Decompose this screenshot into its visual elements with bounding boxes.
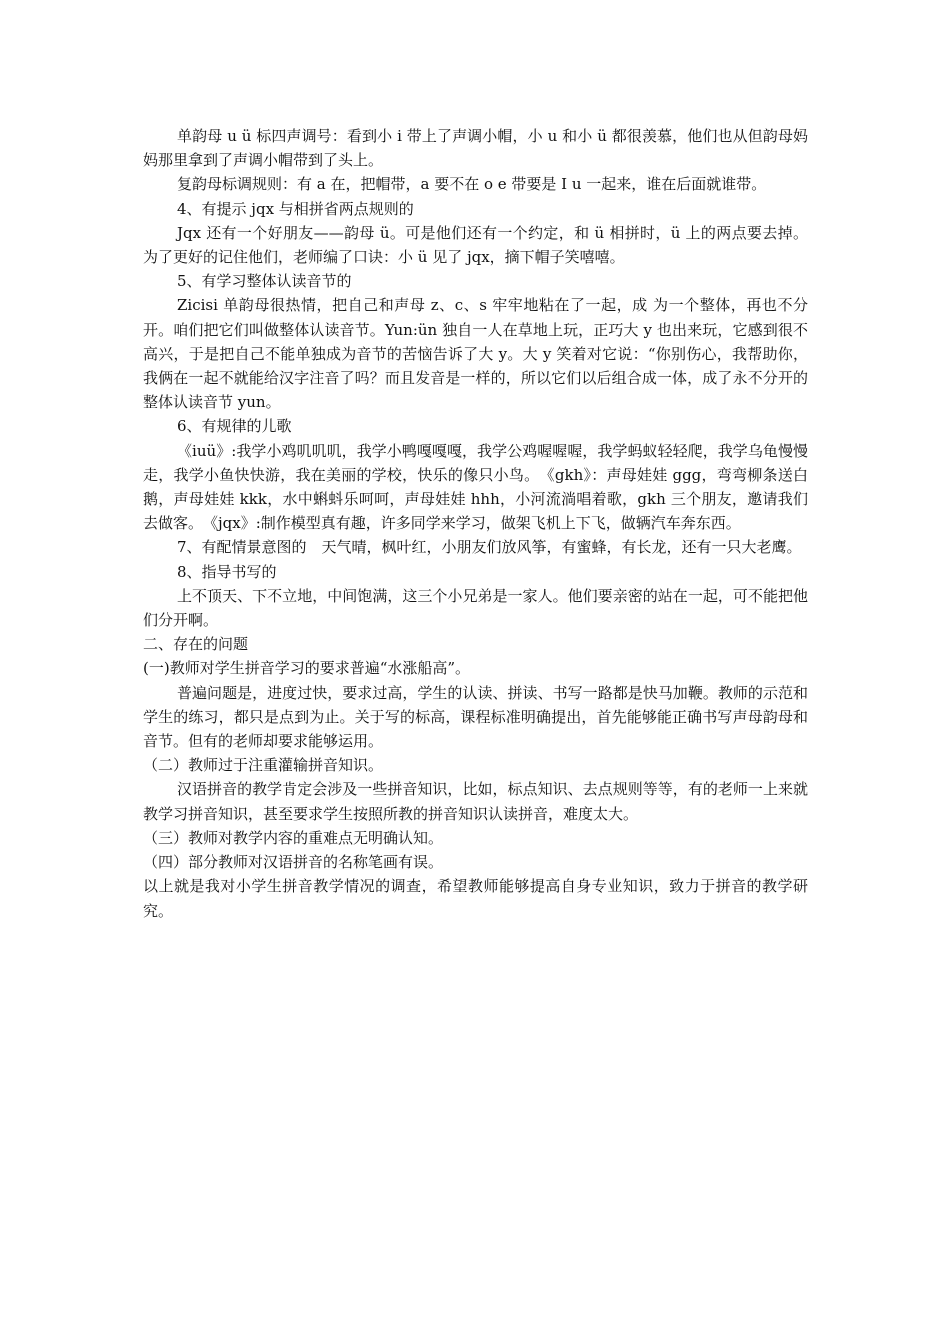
problem-heading-4: （四）部分教师对汉语拼音的名称笔画有误。 xyxy=(143,853,444,872)
paragraph-writing-guidance: 上不顶天、下不立地，中间饱满，这三个小兄弟是一家人。他们要亲密的站在一起，可不能把他们分开啊。 xyxy=(143,586,808,630)
paragraph-problem-1: 普遍问题是，进度过快，要求过高，学生的认读、拼读、书写一路都是快马加鞭。教师的示范和学生的练习，都只是点到为止。关于写的标高，课程标准明确提出，首先能够能正确书写声母韵母和音节。但有的老师却要求能够运用。 xyxy=(143,683,808,751)
paragraph-jqx-rule: Jqx 还有一个好朋友——韵母 ü。可是他们还有一个约定，和 ü 相拼时，ü 上的两点要去掉。为了更好的记住他们，老师编了口诀：小 ü 见了 jqx，摘下帽子笑嘻嘻。 xyxy=(143,223,808,267)
document-body xyxy=(143,124,808,923)
heading-whole-syllables: 5、有学习整体认读音节的 xyxy=(177,272,352,291)
paragraph-conclusion: 以上就是我对小学生拼音教学情况的调查，希望教师能够提高自身专业知识，致力于拼音的教学研究。 xyxy=(143,877,808,920)
heading-writing-guidance: 8、指导书写的 xyxy=(177,562,277,581)
problem-heading-3: （三）教师对教学内容的重难点无明确认知。 xyxy=(143,828,444,847)
paragraph-compound-finals-rule: 复韵母标调规则：有 a 在，把帽带，a 要不在 o e 带要是 I u 一起来，谁在后面就谁带。 xyxy=(177,175,767,194)
problem-heading-1: (一)教师对学生拼音学习的要求普遍“水涨船高”。 xyxy=(143,659,471,678)
problem-heading-2: （二）教师过于注重灌输拼音知识。 xyxy=(143,756,384,775)
paragraph-whole-syllables: Zicisi 单韵母很热情，把自己和声母 z、c、s 牢牢地粘在了一起，成 为一个整体，再也不分开。咱们把它们叫做整体认读音节。Yun:ün 独自一人在草地上玩，正巧大 y 也出来玩，它感到很不高兴，于是把自己不能单独成为音节的苦恼告诉了大 y。大 y 笑着对它说：“你别伤心，我帮助你，我俩在一起不就能给汉字注音了吗？而且发音是一样的，所以它们以后组合成一体，成了永不分开的整体认读音节 yun。 xyxy=(143,296,808,412)
heading-rhymes: 6、有规律的儿歌 xyxy=(177,417,292,436)
paragraph-scene-illustration: 7、有配情景意图的 天气晴，枫叶红，小朋友们放风筝，有蜜蜂，有长龙，还有一只大老鹰。 xyxy=(177,538,802,557)
heading-jqx-rule: 4、有提示 jqx 与相拼省两点规则的 xyxy=(177,199,414,218)
section-heading-problems: 二、存在的问题 xyxy=(143,635,249,654)
paragraph-problem-2: 汉语拼音的教学肯定会涉及一些拼音知识，比如，标点知识、去点规则等等，有的老师一上来就教学习拼音知识，甚至要求学生按照所教的拼音知识认读拼音，难度太大。 xyxy=(143,780,808,823)
paragraph-tone-marks: 单韵母 u ü 标四声调号：看到小 i 带上了声调小帽，小 u 和小 ü 都很羡慕，他们也从但韵母妈妈那里拿到了声调小帽带到了头上。 xyxy=(143,127,808,170)
paragraph-rhymes: 《iuü》:我学小鸡叽叽叽，我学小鸭嘎嘎嘎，我学公鸡喔喔喔，我学蚂蚁轻轻爬，我学乌龟慢慢走，我学小鱼快快游，我在美丽的学校，快乐的像只小鸟。 《gkh》：声母娃娃 ggg，弯弯柳条送白鹅，声母娃娃 kkk，水中蝌蚪乐呵呵，声母娃娃 hhh，小河流淌唱着歌，gkh 三个朋友，邀请我们去做客。 《jqx》:制作模型真有趣，许多同学来学习，做架飞机上下飞，做辆汽车奔东西。 xyxy=(143,441,808,533)
